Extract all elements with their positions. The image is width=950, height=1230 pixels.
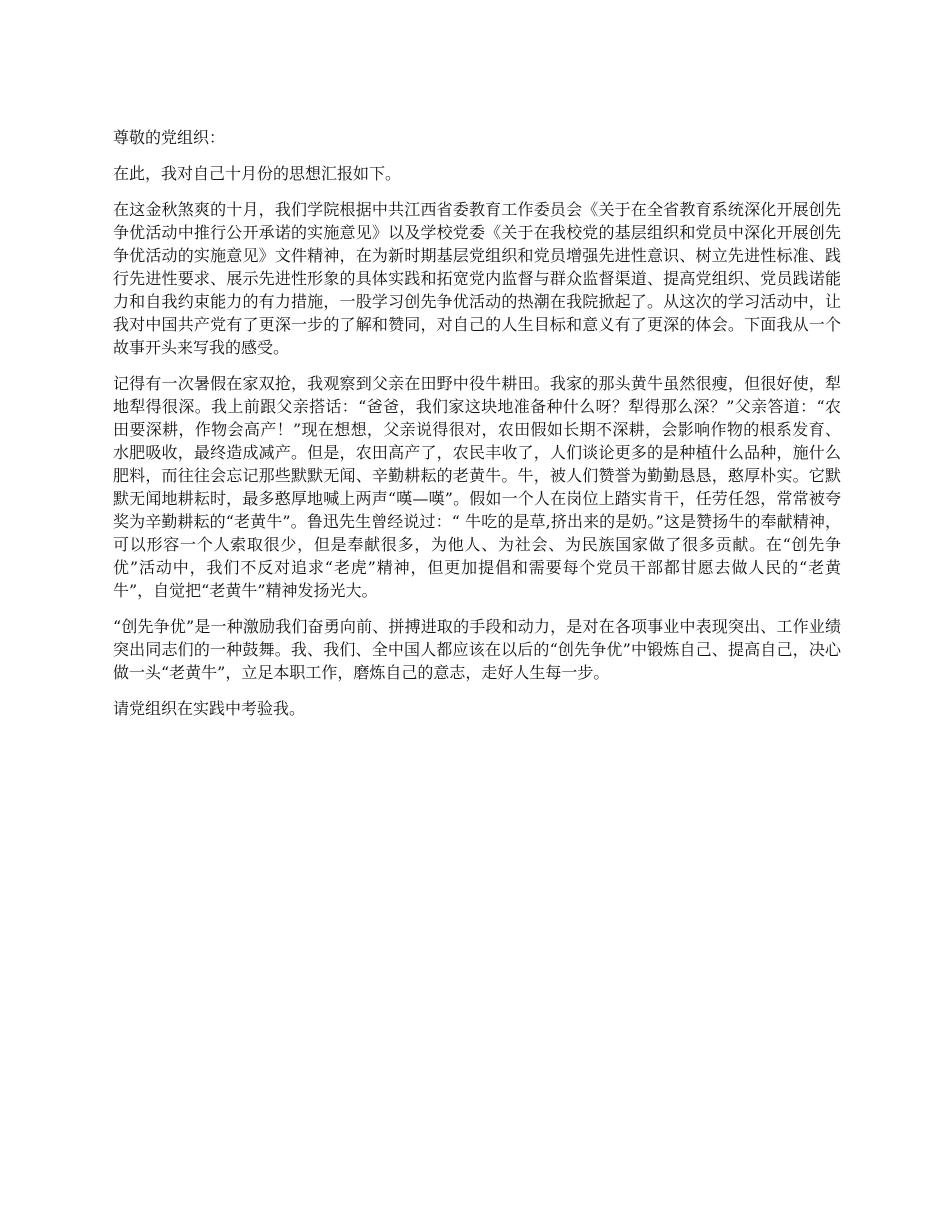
- body-paragraph-story: 记得有一次暑假在家双抢，我观察到父亲在田野中役牛耕田。我家的那头黄牛虽然很瘦，但很好使，犁地犁得很深。我上前跟父亲搭话：“爸爸，我们家这块地准备种什么呀？犁得那么深？”父亲答道：“农田要深耕，作物会高产！”现在想想，父亲说得很对，农田假如长期不深耕，会影响作物的根系发育、水肥吸收，最终造成减产。但是，农田高产了，农民丰收了，人们谈论更多的是种植什么品种，施什么肥料，而往往会忘记那些默默无闻、辛勤耕耘的老黄牛。牛，被人们赞誉为勤勤恳恳，憨厚朴实。它默默无闻地耕耘时，最多憨厚地喊上两声“嘆—嘆”。假如一个人在岗位上踏实肯干，任劳任怨，常常被夸奖为辛勤耕耘的“老黄牛”。鲁迅先生曾经说过：“ 牛吃的是草,挤出来的是奶。”这是赞扬牛的奉献精神，可以形容一个人索取很少，但是奉献很多，为他人、为社会、为民族国家做了很多贡献。在“创先争优”活动中，我们不反对追求“老虎”精神，但更加提倡和需要每个党员干部都甘愿去做人民的“老黄牛”，自觉把“老黄牛”精神发扬光大。: [113, 374, 841, 600]
- body-paragraph-activity: 在这金秋煞爽的十月，我们学院根据中共江西省委教育工作委员会《关于在全省教育系统深化开展创先争优活动中推行公开承诺的实施意见》以及学校党委《关于在我校党的基层组织和党员中深化开展创先争优活动的实施意见》文件精神，在为新时期基层党组织和党员增强先进性意识、树立先进性标准、践行先进性要求、展示先进性形象的具体实践和拓宽党内监督与群众监督渠道、提高党组织、党员践诺能力和自我约束能力的有力措施，一股学习创先争优活动的热潮在我院掀起了。从这次的学习活动中，让我对中国共产党有了更深一步的了解和赞同，对自己的人生目标和意义有了更深的体会。下面我从一个故事开头来写我的感受。: [113, 200, 841, 357]
- document-body: [113, 126, 841, 733]
- body-paragraph-conclusion: “创先争优”是一种激励我们奋勇向前、拼搏进取的手段和动力，是对在各项事业中表现突出、工作业绩突出同志们的一种鼓舞。我、我们、全中国人都应该在以后的“创先争优”中锻炼自己、提高自己，决心做一头“老黄牛”，立足本职工作，磨炼自己的意志，走好人生每一步。: [113, 617, 841, 682]
- closing-line: 请党组织在实践中考验我。: [113, 699, 306, 718]
- salutation: 尊敬的党组织：: [113, 128, 226, 147]
- intro-paragraph: 在此，我对自己十月份的思想汇报如下。: [113, 164, 402, 183]
